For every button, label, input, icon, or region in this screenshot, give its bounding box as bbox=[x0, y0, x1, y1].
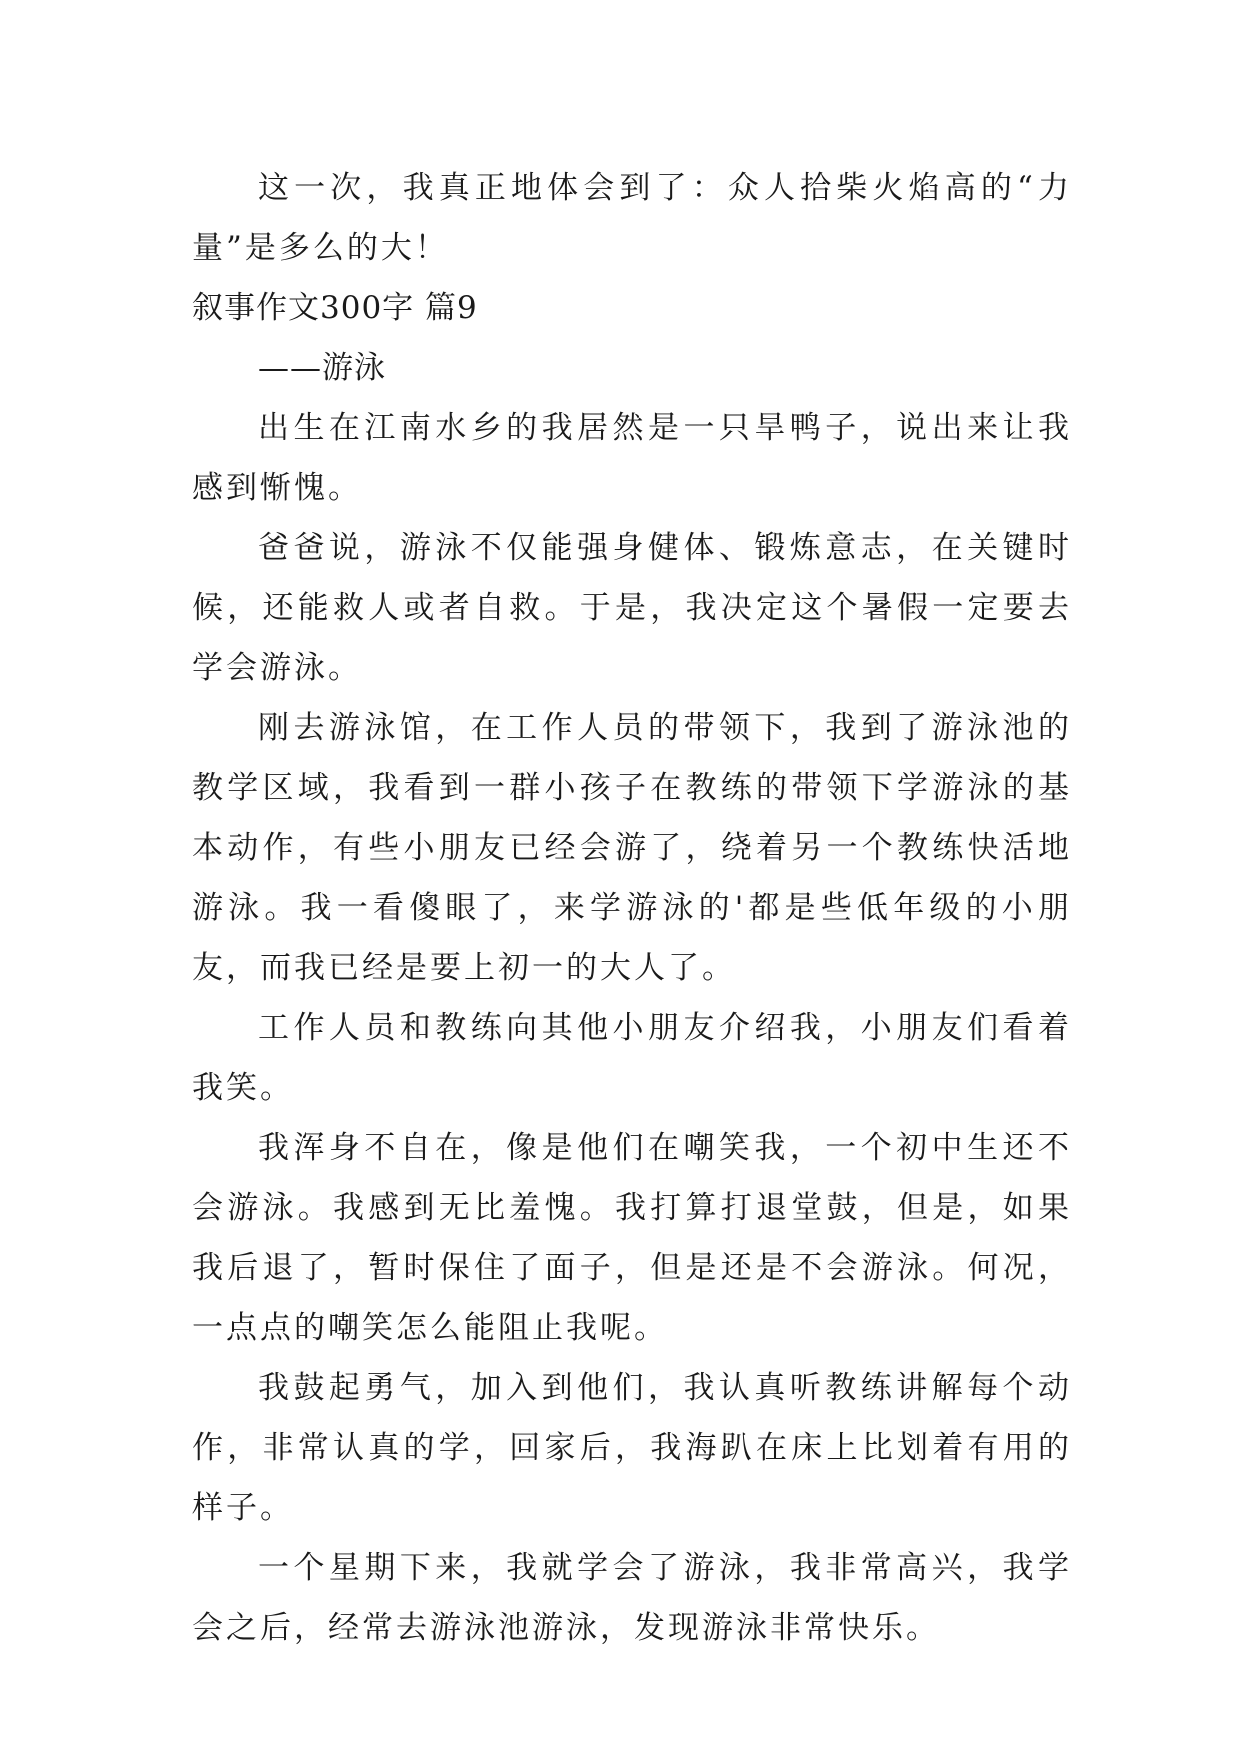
paragraph-4: 工作人员和教练向其他小朋友介绍我，小朋友们看着我笑。 bbox=[192, 1010, 1072, 1106]
section-heading: 叙事作文300字 篇9 bbox=[192, 290, 478, 326]
paragraph-intro: 这一次，我真正地体会到了：众人拾柴火焰高的“力量”是多么的大！ bbox=[192, 170, 1072, 266]
paragraph-7: 一个星期下来，我就学会了游泳，我非常高兴，我学会之后，经常去游泳池游泳，发现游泳非常快乐。 bbox=[192, 1550, 1072, 1646]
document-page bbox=[192, 158, 1072, 1658]
paragraph-3: 刚去游泳馆，在工作人员的带领下，我到了游泳池的教学区域，我看到一群小孩子在教练的带领下学游泳的基本动作，有些小朋友已经会游了，绕着另一个教练快活地游泳。我一看傻眼了，来学游泳的'都是些低年级的小朋友，而我已经是要上初一的大人了。 bbox=[192, 710, 1072, 986]
paragraph-6: 我鼓起勇气，加入到他们，我认真听教练讲解每个动作，非常认真的学，回家后，我海趴在床上比划着有用的样子。 bbox=[192, 1370, 1072, 1526]
paragraph-1: 出生在江南水乡的我居然是一只旱鸭子，说出来让我感到惭愧。 bbox=[192, 410, 1072, 506]
paragraph-2: 爸爸说，游泳不仅能强身健体、锻炼意志，在关键时候，还能救人或者自救。于是，我决定这个暑假一定要去学会游泳。 bbox=[192, 530, 1072, 686]
paragraph-5: 我浑身不自在，像是他们在嘲笑我，一个初中生还不会游泳。我感到无比羞愧。我打算打退堂鼓，但是，如果我后退了，暂时保住了面子，但是还是不会游泳。何况，一点点的嘲笑怎么能阻止我呢。 bbox=[192, 1130, 1072, 1346]
section-subtitle: ——游泳 bbox=[258, 350, 386, 386]
